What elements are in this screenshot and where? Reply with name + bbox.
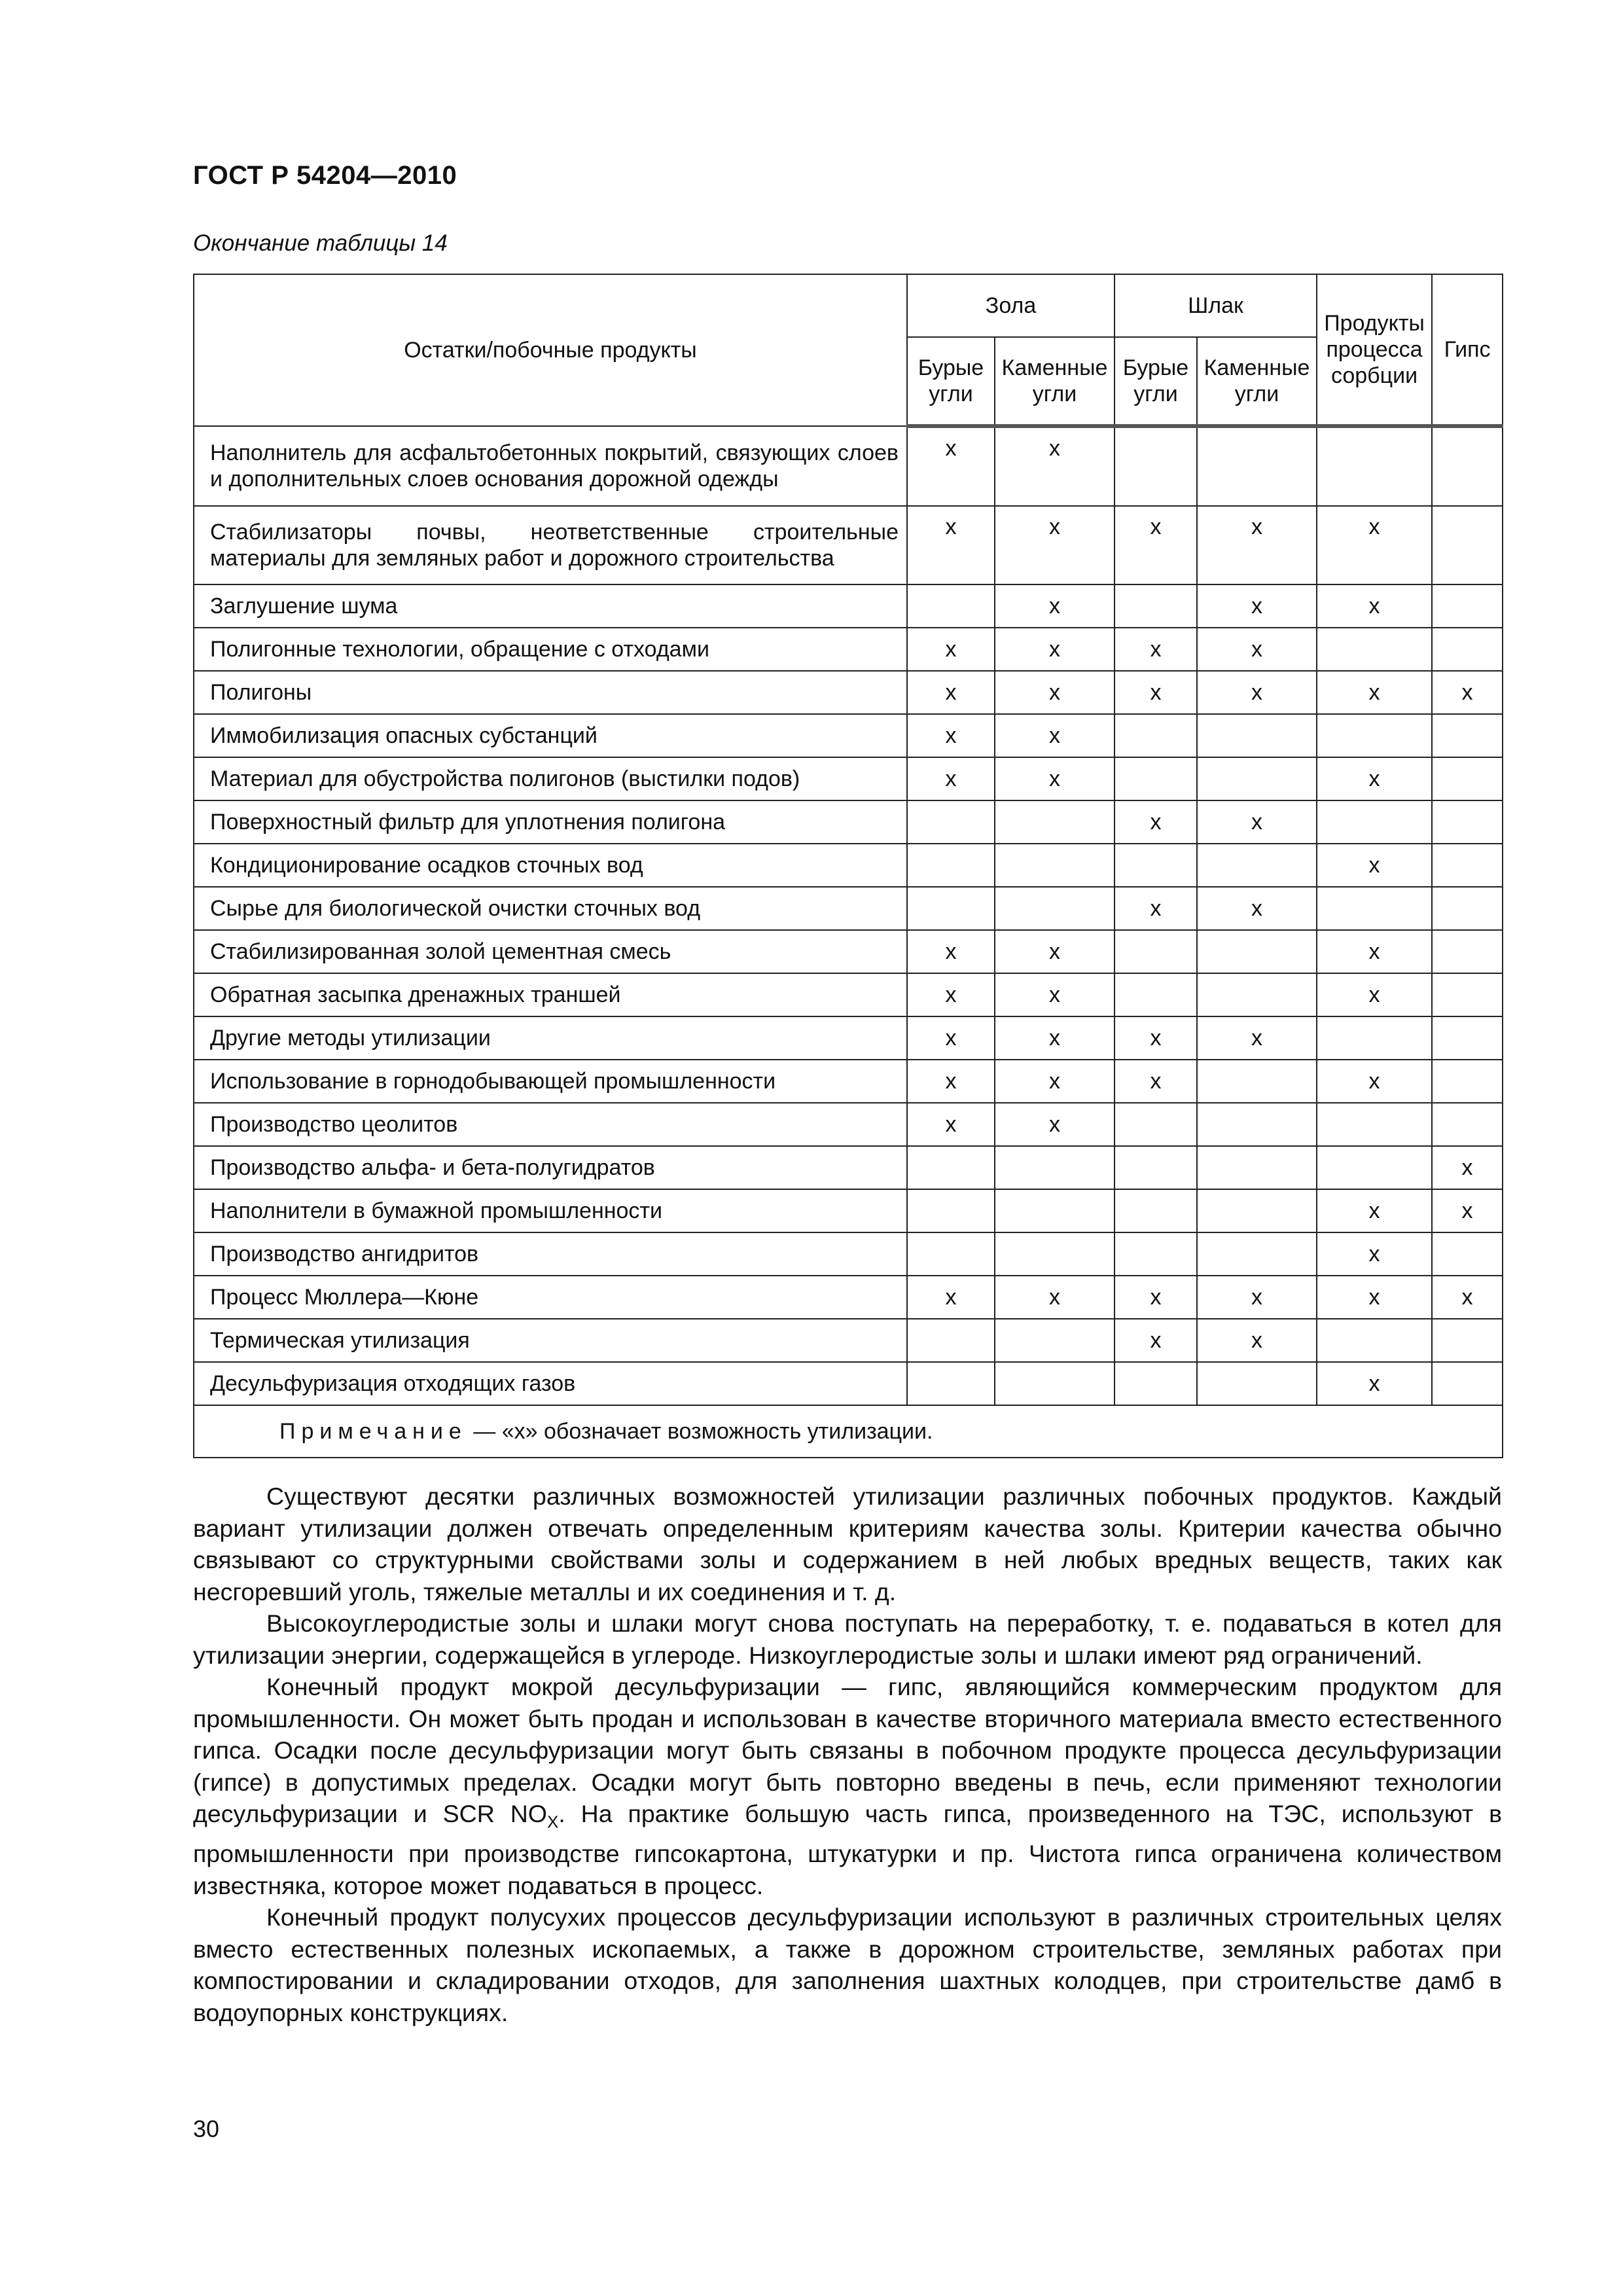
row-cell [907, 1362, 995, 1405]
row-cell: x [1197, 628, 1317, 671]
row-label: Полигоны [194, 671, 907, 714]
row-cell [907, 844, 995, 887]
row-cell: x [995, 930, 1115, 973]
row-cell: x [907, 1060, 995, 1103]
header-ash-brown-coal: Бурые угли [907, 337, 995, 426]
row-cell: x [1115, 1016, 1197, 1060]
table-row [194, 1060, 1503, 1103]
row-cell: x [907, 1276, 995, 1319]
table-row [194, 930, 1503, 973]
row-cell [1197, 930, 1317, 973]
table-row [194, 1016, 1503, 1060]
row-cell: x [1115, 887, 1197, 930]
header-sorption-products: Продукты процесса сорбции [1317, 274, 1432, 426]
row-label: Наполнитель для асфальтобетонных покрытий, связующих слоев и дополнительных слоев основания дорожной одежды [194, 426, 907, 506]
row-cell: x [1115, 671, 1197, 714]
row-label: Процесс Мюллера—Кюне [194, 1276, 907, 1319]
row-label: Использование в горнодобывающей промышленности [194, 1060, 907, 1103]
row-cell [1197, 1362, 1317, 1405]
row-cell [1432, 1319, 1503, 1362]
row-cell: x [1432, 671, 1503, 714]
row-cell [1432, 1103, 1503, 1146]
row-cell [1317, 1319, 1432, 1362]
row-cell: x [1317, 1362, 1432, 1405]
row-label: Стабилизаторы почвы, неответственные строительные материалы для земляных работ и дорожного строительства [194, 506, 907, 584]
row-cell: x [995, 973, 1115, 1016]
row-cell: x [1115, 1319, 1197, 1362]
row-cell [1317, 714, 1432, 757]
row-cell: x [1317, 757, 1432, 800]
row-cell [1197, 973, 1317, 1016]
row-cell [1432, 844, 1503, 887]
row-label: Производство альфа- и бета-полугидратов [194, 1146, 907, 1189]
row-cell: x [1317, 844, 1432, 887]
row-cell [1115, 584, 1197, 628]
row-cell [995, 1362, 1115, 1405]
row-cell [1115, 844, 1197, 887]
note-text: — «x» обозначает возможность утилизации. [473, 1418, 933, 1444]
header-group-slag: Шлак [1115, 274, 1317, 337]
table-row [194, 1189, 1503, 1232]
row-label: Поверхностный фильтр для уплотнения полигона [194, 800, 907, 844]
row-cell [995, 800, 1115, 844]
row-cell [995, 1146, 1115, 1189]
header-gypsum: Гипс [1432, 274, 1503, 426]
row-cell [1197, 844, 1317, 887]
row-cell: x [1317, 1189, 1432, 1232]
row-cell [1432, 1016, 1503, 1060]
row-cell [1197, 1146, 1317, 1189]
row-cell [1197, 1189, 1317, 1232]
row-label: Производство ангидритов [194, 1232, 907, 1276]
table-row [194, 1319, 1503, 1362]
row-label: Сырье для биологической очистки сточных вод [194, 887, 907, 930]
row-cell [1197, 426, 1317, 506]
row-cell [1197, 714, 1317, 757]
row-cell: x [1317, 973, 1432, 1016]
row-cell [1317, 426, 1432, 506]
row-cell [907, 1232, 995, 1276]
header-slag-brown-coal: Бурые угли [1115, 337, 1197, 426]
row-label: Десульфуризация отходящих газов [194, 1362, 907, 1405]
table-row [194, 1103, 1503, 1146]
row-cell: x [995, 506, 1115, 584]
paragraph-4: Конечный продукт полусухих процессов десульфуризации используют в различных строительных целях вместо естественных полезных ископаемых, а также в дорожном строительстве, земляных работах при компостировании и складировании отходов, для заполнения шахтных колодцев, при строительстве дамб в водоупорных конструкциях. [193, 1903, 1502, 2026]
row-cell: x [995, 714, 1115, 757]
row-cell: x [1317, 1276, 1432, 1319]
row-cell: x [907, 1103, 995, 1146]
row-label: Стабилизированная золой цементная смесь [194, 930, 907, 973]
row-label: Иммобилизация опасных субстанций [194, 714, 907, 757]
row-cell: x [907, 506, 995, 584]
utilization-table [193, 274, 1503, 1458]
row-cell [995, 1319, 1115, 1362]
page-number: 30 [193, 2115, 220, 2142]
row-cell [1432, 800, 1503, 844]
row-cell: x [1317, 506, 1432, 584]
table-row [194, 714, 1503, 757]
paragraph-3 [193, 1671, 1502, 1901]
row-cell: x [907, 930, 995, 973]
row-cell [907, 887, 995, 930]
row-label: Обратная засыпка дренажных траншей [194, 973, 907, 1016]
table-row [194, 671, 1503, 714]
table-row [194, 973, 1503, 1016]
row-cell [1115, 714, 1197, 757]
row-cell [1115, 1146, 1197, 1189]
row-cell [995, 1232, 1115, 1276]
table-row [194, 1362, 1503, 1405]
row-cell [1197, 1103, 1317, 1146]
row-cell [1432, 426, 1503, 506]
row-cell [1317, 1016, 1432, 1060]
table-body [194, 426, 1503, 1458]
table-row [194, 1276, 1503, 1319]
row-cell [1432, 887, 1503, 930]
row-cell: x [907, 973, 995, 1016]
table-note [194, 1405, 1503, 1458]
row-cell: x [995, 584, 1115, 628]
row-cell [1317, 1146, 1432, 1189]
row-cell: x [907, 757, 995, 800]
row-cell [1197, 1060, 1317, 1103]
table-row [194, 506, 1503, 584]
row-cell [1432, 1232, 1503, 1276]
row-cell: x [1115, 800, 1197, 844]
row-cell: x [907, 426, 995, 506]
row-cell [1115, 973, 1197, 1016]
row-cell: x [1432, 1189, 1503, 1232]
row-cell [1317, 800, 1432, 844]
row-cell: x [995, 1016, 1115, 1060]
row-cell [1432, 973, 1503, 1016]
row-cell [907, 1189, 995, 1232]
paragraph-1: Существуют десятки различных возможностей утилизации различных побочных продуктов. Каждый вариант утилизации должен отвечать определенным критериям качества золы. Критерии качества обычно связывают со структурными свойствами золы и содержанием в ней любых вредных веществ, таких как несгоревший уголь, тяжелые металлы и их соединения и т. д. [193, 1482, 1502, 1605]
row-cell [995, 887, 1115, 930]
table-row [194, 844, 1503, 887]
table-row [194, 426, 1503, 506]
row-label: Наполнители в бумажной промышленности [194, 1189, 907, 1232]
row-cell: x [995, 628, 1115, 671]
row-label: Материал для обустройства полигонов (выстилки подов) [194, 757, 907, 800]
row-cell: x [1197, 671, 1317, 714]
paragraph-3-end: . На практике большую часть гипса, произведенного на ТЭС, используют в промышленности при производстве гипсокартона, штукатурки и пр. Чистота гипса ограничена количеством известняка, которое может подаваться в процесс. [193, 1800, 1502, 1899]
row-cell: x [1115, 1276, 1197, 1319]
row-label: Производство цеолитов [194, 1103, 907, 1146]
row-cell [995, 844, 1115, 887]
row-cell [1432, 714, 1503, 757]
row-cell: x [1432, 1276, 1503, 1319]
table-row [194, 1146, 1503, 1189]
table-row [194, 1232, 1503, 1276]
row-cell: x [995, 1276, 1115, 1319]
row-cell [1432, 757, 1503, 800]
row-cell [1432, 1362, 1503, 1405]
row-cell [1432, 506, 1503, 584]
row-label: Заглушение шума [194, 584, 907, 628]
row-cell [1432, 628, 1503, 671]
row-cell [1115, 1103, 1197, 1146]
row-label: Термическая утилизация [194, 1319, 907, 1362]
row-cell [1115, 930, 1197, 973]
row-cell: x [907, 671, 995, 714]
row-cell: x [1115, 506, 1197, 584]
row-cell [1432, 930, 1503, 973]
row-cell: x [907, 1016, 995, 1060]
row-cell: x [1197, 1016, 1317, 1060]
row-cell [1115, 1362, 1197, 1405]
header-slag-hard-coal: Каменные угли [1197, 337, 1317, 426]
paragraph-2: Высокоуглеродистые золы и шлаки могут снова поступать на переработку, т. е. подаваться в котел для утилизации энергии, содержащейся в углероде. Низкоуглеродистые золы и шлаки имеют ряд ограничений. [193, 1609, 1502, 1669]
row-cell: x [1197, 584, 1317, 628]
row-cell [1115, 426, 1197, 506]
row-cell [1317, 1103, 1432, 1146]
row-label: Кондиционирование осадков сточных вод [194, 844, 907, 887]
row-cell [907, 584, 995, 628]
row-cell: x [1115, 628, 1197, 671]
row-cell: x [1197, 1319, 1317, 1362]
row-cell [1115, 1232, 1197, 1276]
row-cell [995, 1189, 1115, 1232]
row-cell: x [1197, 887, 1317, 930]
row-cell: x [1432, 1146, 1503, 1189]
table-caption: Окончание таблицы 14 [193, 230, 448, 256]
row-label: Другие методы утилизации [194, 1016, 907, 1060]
row-label: Полигонные технологии, обращение с отходами [194, 628, 907, 671]
note-label: Примечание [279, 1418, 467, 1444]
row-cell [1197, 1232, 1317, 1276]
row-cell [1197, 757, 1317, 800]
row-cell [1317, 628, 1432, 671]
row-cell: x [1317, 671, 1432, 714]
row-cell: x [995, 1103, 1115, 1146]
row-cell: x [1317, 584, 1432, 628]
header-ash-hard-coal: Каменные угли [995, 337, 1115, 426]
row-cell: x [1115, 1060, 1197, 1103]
row-cell [1432, 584, 1503, 628]
row-cell [1432, 1060, 1503, 1103]
row-cell [1115, 1189, 1197, 1232]
row-cell: x [1197, 1276, 1317, 1319]
row-cell: x [995, 757, 1115, 800]
row-cell [907, 800, 995, 844]
table-row [194, 887, 1503, 930]
paragraph-3-start: Конечный продукт мокрой десульфуризации — гипс, являющийся коммерческим продуктом для промышленности. Он может быть продан и использован в качестве вторичного материала вместо естественного гипса. Осадки после десульфуризации могут быть связаны в побочном продукте процесса десульфуризации (гипсе) в допустимых пределах. Осадки могут быть повторно введены в печь, если применяют технологии десульфуризации и SCR NO [193, 1673, 1502, 1827]
row-cell [1115, 757, 1197, 800]
row-cell: x [1317, 1232, 1432, 1276]
table-row [194, 584, 1503, 628]
nox-subscript: X [546, 1812, 559, 1832]
row-cell: x [907, 628, 995, 671]
table-note-row [194, 1405, 1503, 1458]
row-cell: x [995, 426, 1115, 506]
row-cell: x [1317, 930, 1432, 973]
body-text [193, 1480, 1502, 2028]
row-cell: x [995, 671, 1115, 714]
table-row [194, 628, 1503, 671]
row-cell [1317, 887, 1432, 930]
table-row [194, 800, 1503, 844]
document-code: ГОСТ Р 54204—2010 [193, 161, 457, 190]
row-cell: x [995, 1060, 1115, 1103]
row-cell: x [1317, 1060, 1432, 1103]
header-group-ash: Зола [907, 274, 1115, 337]
row-cell [907, 1319, 995, 1362]
row-cell: x [1197, 800, 1317, 844]
header-residues: Остатки/побочные продукты [194, 274, 907, 426]
table-row [194, 757, 1503, 800]
row-cell: x [907, 714, 995, 757]
row-cell: x [1197, 506, 1317, 584]
row-cell [907, 1146, 995, 1189]
